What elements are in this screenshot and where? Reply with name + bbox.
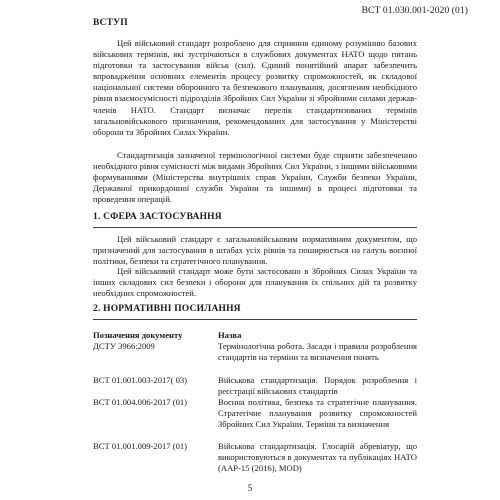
reference-code: ДСТУ 3966:2009 xyxy=(93,341,155,351)
scope-heading-underline xyxy=(93,227,417,228)
references-heading: 2. НОРМАТИВНІ ПОСИЛАННЯ xyxy=(93,304,241,314)
reference-code: ВСТ 01.004.006-2017 (01) xyxy=(93,397,188,407)
scope-paragraph-2: Цей військовий стандарт може бути застосовано в Збройних Силах України та інших складових сил безпеки і оборони для планування їх спільних дій та розвитку необхідних спроможностей. xyxy=(93,266,417,299)
reference-name: Військова стандартизація. Глосарій абревіатур, що використовуються в документах та публікаціях НАТО (AAP-15 (2016), MOD) xyxy=(218,441,417,474)
intro-heading: ВСТУП xyxy=(93,18,128,28)
document-code: ВСТ 01.030.001-2020 (01) xyxy=(361,6,468,16)
reference-name: Термінологічна робота. Засади і правила розроблення стандартів на терміни та визначення понять xyxy=(218,341,417,363)
reference-code: ВСТ 01.001.009-2017 (01) xyxy=(93,441,188,451)
intro-paragraph-2: Стандартизація зазначеної термінологічної системи буде сприяти забезпеченню необхідного рівня сумісності між видами Збройних Сил України, з іншими військовими формуваннями (Міністерства внутрішніх справ України, Служби безпеки України, Державної прикордонної служби України та іншими) в процесі підготовки та проведення операцій. xyxy=(93,150,417,205)
page-number: 5 xyxy=(247,483,253,493)
references-column-code-header: Позначення документу xyxy=(93,330,183,340)
reference-name: Військова стандартизація. Порядок розроблення і реєстрації військових стандартів xyxy=(218,375,417,397)
references-column-name-header: Назва xyxy=(218,330,242,340)
reference-code: ВСТ 01.001.003-2017( 03) xyxy=(93,375,188,385)
references-heading-underline xyxy=(93,319,417,320)
intro-paragraph-1: Цей військовий стандарт розроблено для сприяння єдиному розумінню базових військових термінів, які зустрічаються в службових документах НАТО щодо питань підготовки та застосування військ (сил). Єдиний понятійний апарат забезпечить впровадження основних елементів процесу розвитку спроможностей, як складової національної системи оборонного та безпекового планування, досягнення необхідного рівня взаємосумісності підрозділів Збройних Сил України зі збройними силами держав-членів НАТО. Стандарт визначає перелік стандартизованих термінів загальновійськового призначення, рекомендованих для застосування у Міністерстві оборони та Збройних Силах України. xyxy=(93,38,417,137)
scope-paragraph-1: Цей військовий стандарт є загальновійськовим нормативним документом, що призначений для застосування в штабах усіх рівнів та поширюється на галузь воєнної політики, безпеки та стратегічного планування. xyxy=(93,234,417,267)
reference-name: Воєнна політика, безпека та стратегічне планування. Стратегічне планування розвитку спроможностей Збройних Сил України. Терміни та визначення xyxy=(218,397,417,430)
scope-heading: 1. СФЕРА ЗАСТОСУВАННЯ xyxy=(93,212,222,222)
